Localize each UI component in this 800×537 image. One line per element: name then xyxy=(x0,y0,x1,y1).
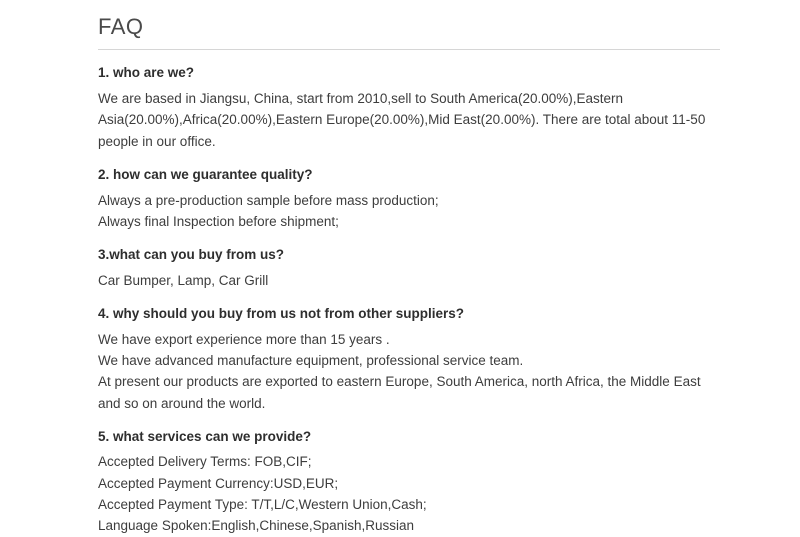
faq-question: 2. how can we guarantee quality? xyxy=(98,166,313,182)
faq-answer-line: At present our products are exported to eastern Europe, South America, north Africa, the Middle East and so on around the world. xyxy=(98,374,701,411)
faq-answer-line: We have export experience more than 15 years . xyxy=(98,331,390,347)
faq-question: 3.what can you buy from us? xyxy=(98,247,285,263)
faq-item xyxy=(98,304,720,414)
faq-question: 5. what services can we provide? xyxy=(98,428,312,444)
faq-answer-line: Car Bumper, Lamp, Car Grill xyxy=(98,272,269,288)
faq-question: 4. why should you buy from us not from other suppliers? xyxy=(98,306,465,322)
faq-answer-line: Accepted Payment Type: T/T,L/C,Western Union,Cash; xyxy=(98,497,427,513)
faq-answer-line: Always a pre-production sample before mass production; xyxy=(98,192,439,208)
faq-item xyxy=(98,63,720,152)
faq-answer-line: Accepted Payment Currency:USD,EUR; xyxy=(98,475,339,491)
faq-list xyxy=(98,63,720,536)
faq-answer-line: Language Spoken:English,Chinese,Spanish,Russian xyxy=(98,518,414,534)
faq-answer-line: Accepted Delivery Terms: FOB,CIF; xyxy=(98,454,312,470)
faq-answer-line: Always final Inspection before shipment; xyxy=(98,213,339,229)
page-title: FAQ xyxy=(98,14,144,39)
title-divider xyxy=(98,49,720,50)
faq-item xyxy=(98,165,720,232)
faq-answer-line: We are based in Jiangsu, China, start from 2010,sell to South America(20.00%),Eastern Asia(20.00%),Africa(20.00%),Eastern Europe(20.00%),Mid East(20.00%). There are total about 11-50 people in our office. xyxy=(98,90,706,149)
faq-answer-line: We have advanced manufacture equipment, professional service team. xyxy=(98,352,524,368)
faq-item xyxy=(98,245,720,291)
faq-question: 1. who are we? xyxy=(98,65,195,81)
faq-item xyxy=(98,427,720,537)
